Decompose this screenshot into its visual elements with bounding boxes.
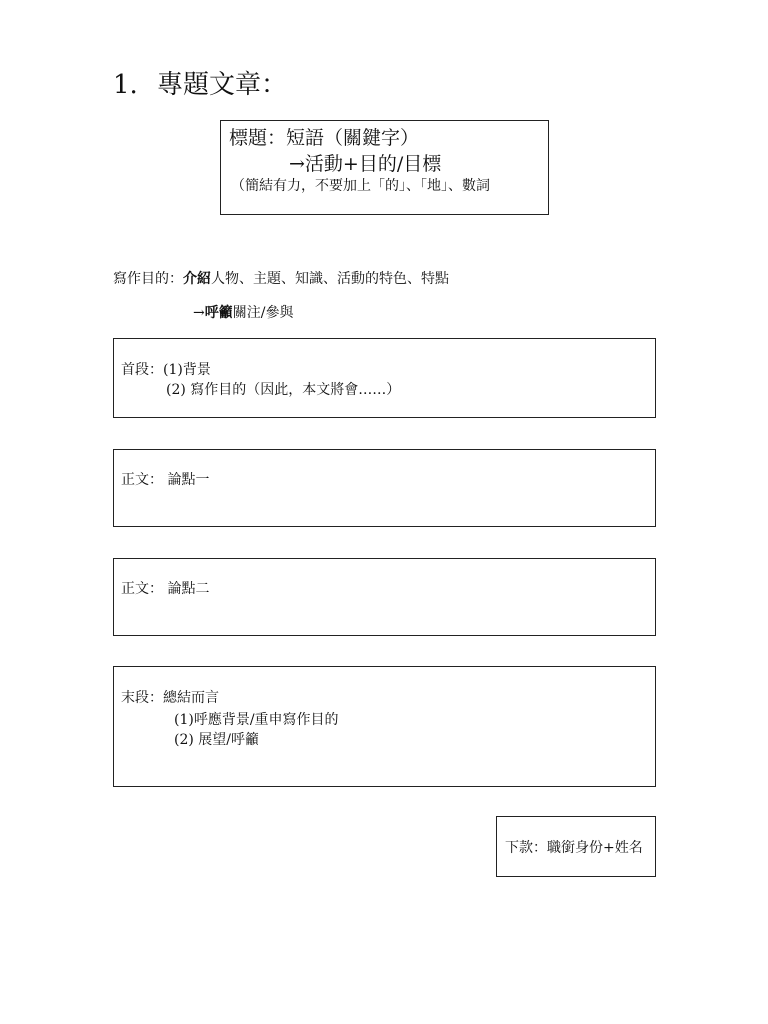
opening-paragraph-box: [113, 338, 656, 418]
title-guideline-box: [220, 120, 549, 215]
purpose-rest-2: 關注/參與: [232, 305, 294, 321]
purpose-rest-1: 人物、主題、知識、活動的特色、特點: [211, 271, 449, 287]
heading-number: 1.: [113, 70, 138, 100]
purpose-label: 寫作目的：: [113, 271, 183, 287]
purpose-bold-appeal: 呼籲: [204, 305, 233, 321]
closing-paragraph-box: [113, 666, 656, 787]
writing-purpose-line-2: [193, 302, 293, 322]
body2-title: 正文： 論點二: [121, 581, 210, 597]
section-heading: [113, 64, 287, 101]
closing-item-1: (1)呼應背景/重申寫作目的: [174, 712, 339, 728]
purpose-bold-introduce: 介紹: [183, 271, 211, 287]
signature-text: 下款：職銜身份+姓名: [505, 840, 643, 856]
signature-box: [496, 816, 656, 877]
body-paragraph-2-box: [113, 558, 656, 636]
body1-title: 正文： 論點一: [121, 472, 210, 488]
closing-item-2: (2) 展望/呼籲: [174, 732, 259, 748]
opening-title: 首段：(1)背景: [121, 362, 211, 378]
opening-item-2: (2) 寫作目的（因此，本文將會……）: [166, 382, 401, 398]
title-line-1: 標題：短語（關鍵字）: [229, 127, 420, 149]
writing-purpose-line-1: [113, 268, 449, 288]
title-line-2: →活動+目的/目標: [289, 153, 442, 175]
heading-text: 專題文章：: [157, 70, 288, 100]
body-paragraph-1-box: [113, 449, 656, 527]
title-line-3: （簡結有力，不要加上「的」、「地」、數詞: [231, 178, 490, 194]
closing-title: 末段：總結而言: [121, 690, 219, 706]
arrow-icon: →: [193, 305, 205, 321]
